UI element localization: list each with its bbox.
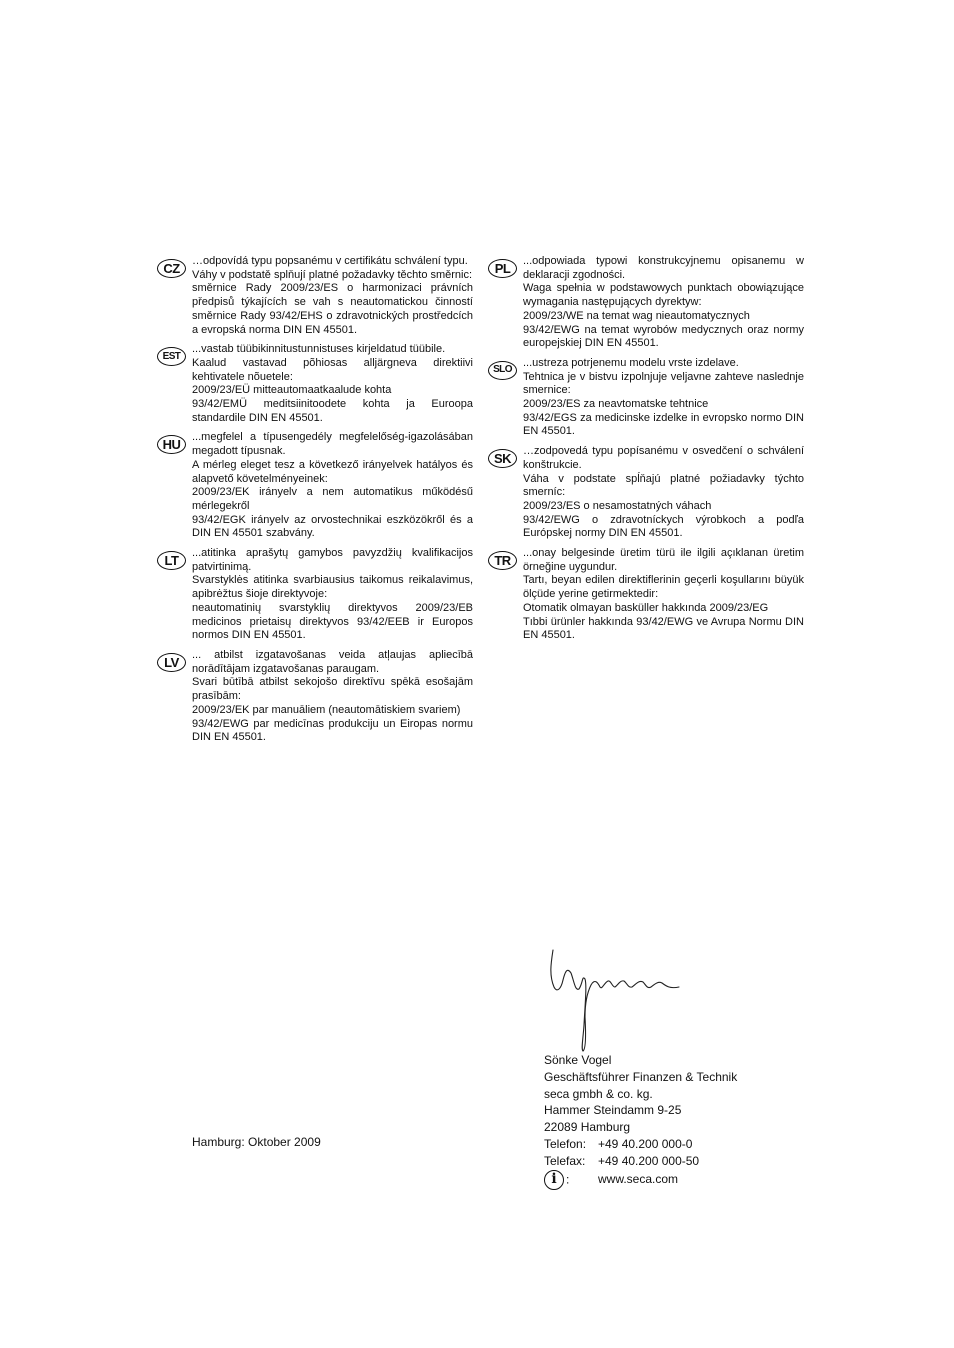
declaration-text: Váha v podstate spĺňajú platné požiadavky týchto smerníc: bbox=[523, 472, 804, 499]
declaration-text: ...odpowiada typowi konstrukcyjnemu opisanemu w deklaracji zgodności. bbox=[523, 255, 804, 281]
declaration-sk bbox=[486, 445, 804, 541]
fax-row bbox=[544, 1153, 737, 1170]
declaration-text: Tıbbi ürünler hakkında 93/42/EWG ve Avrupa Normu DIN EN 45501. bbox=[523, 615, 804, 642]
declaration-text: ...vastab tüübikinnitustunnistuses kirjeldatud tüübile. bbox=[192, 343, 446, 356]
declaration-text: Svari būtībā atbilst sekojošo direktīvu spēkā esošajām prasībām: bbox=[192, 676, 473, 703]
declaration-text: ...onay belgesinde üretim türü ile ilgili açıklanan üretim örneğine uygundur. bbox=[523, 547, 804, 573]
web-label: : bbox=[566, 1172, 570, 1187]
declaration-lt bbox=[155, 547, 473, 643]
country-badge-hu: HU bbox=[157, 435, 186, 454]
declaration-text: 2009/23/EK par manuāliem (neautomātiskiem svariem) bbox=[192, 703, 461, 716]
right-column bbox=[486, 255, 804, 649]
phone-label: Telefon: bbox=[544, 1136, 587, 1151]
sender-city: 22089 Hamburg bbox=[544, 1120, 631, 1135]
left-column bbox=[155, 255, 473, 751]
web-label-cell bbox=[544, 1170, 598, 1190]
declaration-text: 2009/23/ES o nesamostatných váhach bbox=[523, 499, 712, 512]
declaration-cz bbox=[155, 255, 473, 337]
fax-label: Telefax: bbox=[544, 1153, 586, 1168]
declaration-text: 93/42/EMÜ meditsiinitoodete kohta ja Euroopa standardile DIN EN 45501. bbox=[192, 398, 473, 424]
declaration-lv bbox=[155, 649, 473, 745]
country-badge-lt: LT bbox=[157, 551, 186, 570]
declaration-text: Tartı, beyan edilen direktiflerinin geçerli koşullarını büyük ölçüde yerine getirmektedir: bbox=[523, 574, 804, 601]
phone-number: +49 40.200 000-0 bbox=[598, 1136, 693, 1151]
info-icon: i bbox=[544, 1170, 564, 1190]
declaration-text: 2009/23/EÜ mitteautomaatkaalude kohta bbox=[192, 384, 392, 397]
declaration-text: …zodpovedá typu popísanému v osvedčení o schválení konštrukcie. bbox=[523, 445, 804, 471]
country-badge-est: EST bbox=[157, 347, 186, 366]
declaration-text: 2009/23/EK irányelv a nem automatikus működésű mérlegekről bbox=[192, 486, 473, 512]
declaration-text: 93/42/EWG par medicīnas produkciju un Eiropas normu DIN EN 45501. bbox=[192, 717, 473, 744]
signature bbox=[545, 945, 690, 1055]
declaration-text: …odpovídá typu popsanému v certifikátu schválení typu. bbox=[192, 255, 468, 267]
declaration-text: Waga spełnia w podstawowych punktach obowiązujące wymagania następujących dyrektyw: bbox=[523, 282, 804, 309]
declaration-text: ...ustreza potrjenemu modelu vrste izdelave. bbox=[523, 356, 739, 369]
phone-row bbox=[544, 1136, 737, 1153]
declaration-text: Svarstyklės atitinka svarbiausius taikomus reikalavimus, apibrėžtus šioje direktyvoje: bbox=[192, 574, 473, 601]
declaration-text: 93/42/EWG na temat wyrobów medycznych oraz normy europejskiej DIN EN 45501. bbox=[523, 323, 804, 350]
country-badge-pl: PL bbox=[488, 259, 517, 278]
sender-name: Sönke Vogel bbox=[544, 1053, 612, 1067]
website: www.seca.com bbox=[598, 1172, 679, 1187]
declaration-text: 93/42/EGS za medicinske izdelke in evropsko normo DIN EN 45501. bbox=[523, 411, 804, 438]
place-date: Hamburg: Oktober 2009 bbox=[192, 1135, 321, 1149]
declaration-text: 2009/23/ES za neavtomatske tehtnice bbox=[523, 398, 709, 411]
declaration-text: 93/42/EWG o zdravotníckych výrobkoch a podľa Európskej normy DIN EN 45501. bbox=[523, 513, 804, 540]
declaration-text: směrnice Rady 2009/23/ES o harmonizaci právních předpisů týkajících se vah s neautomatickou činností směrnice Rady 93/42/EHS o zdravotnických prostředcích a evropská norma DIN EN 45501. bbox=[192, 282, 473, 336]
country-badge-slo: SLO bbox=[488, 361, 517, 380]
declaration-text: Otomatik olmayan basküller hakkında 2009/23/EG bbox=[523, 601, 769, 614]
declaration-text: A mérleg eleget tesz a következő irányelvek hatályos és alapvető követelményeinek: bbox=[192, 458, 473, 485]
declaration-hu bbox=[155, 431, 473, 541]
country-badge-cz: CZ bbox=[157, 259, 186, 278]
declaration-text: Tehtnica je v bistvu izpolnjuje veljavne zahteve naslednje smernice: bbox=[523, 370, 804, 397]
country-badge-tr: TR bbox=[488, 551, 517, 570]
declaration-text: Váhy v podstatě splňují platné požadavky těchto směrnic: bbox=[192, 268, 473, 281]
declaration-text: neautomatinių svarstyklių direktyvos 2009/23/EB medicinos prietaisų direktyvos 93/42/EEB ir Europos normos DIN EN 45501. bbox=[192, 601, 473, 642]
sender-street: Hammer Steindamm 9-25 bbox=[544, 1103, 682, 1118]
fax-number: +49 40.200 000-50 bbox=[598, 1153, 700, 1168]
sender-position: Geschäftsführer Finanzen & Technik bbox=[544, 1069, 738, 1084]
declaration-text: Kaalud vastavad põhiosas alljärgneva direktiivi kehtivatele nõuetele: bbox=[192, 356, 473, 383]
country-badge-lv: LV bbox=[157, 653, 186, 672]
declaration-slo bbox=[486, 357, 804, 439]
declaration-text: ... atbilst izgatavošanas veida atļaujas apliecībā norādītājam izgatavošanas paraugam. bbox=[192, 648, 473, 675]
sender-block bbox=[544, 1052, 737, 1190]
declaration-text: ...megfelel a típusengedély megfelelőség-igazolásában megadott típusnak. bbox=[192, 431, 473, 458]
declaration-tr bbox=[486, 547, 804, 643]
declaration-pl bbox=[486, 255, 804, 351]
declaration-text: ...atitinka aprašytų gamybos pavyzdžių kvalifikacijos patvirtinimą. bbox=[192, 547, 473, 573]
declaration-est bbox=[155, 343, 473, 425]
sender-company: seca gmbh & co. kg. bbox=[544, 1086, 653, 1101]
web-row bbox=[544, 1170, 737, 1190]
declaration-text: 93/42/EGK irányelv az orvostechnikai eszközökről és a DIN EN 45501 szabvány. bbox=[192, 513, 473, 540]
declaration-text: 2009/23/WE na temat wag nieautomatycznych bbox=[523, 309, 750, 322]
country-badge-sk: SK bbox=[488, 449, 517, 468]
